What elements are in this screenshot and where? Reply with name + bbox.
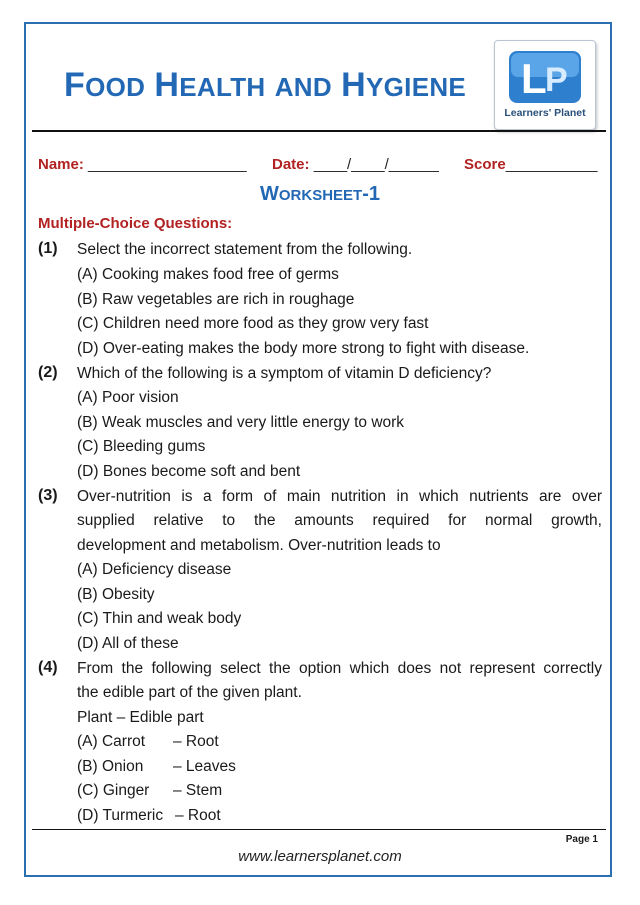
answer-option[interactable]: (B) Weak muscles and very little energy to work	[77, 414, 405, 431]
word: option	[298, 660, 342, 677]
answer-option[interactable]: (D) Bones become soft and bent	[77, 463, 301, 480]
answer-option[interactable]: (A) Poor vision	[77, 389, 179, 406]
page-number: Page 1	[565, 834, 598, 845]
word: growth,	[551, 512, 602, 529]
word: nutrients	[469, 488, 529, 505]
footer-divider	[32, 829, 606, 830]
website-link[interactable]: www.learnersplanet.com	[238, 848, 402, 865]
question-text-justified	[77, 660, 602, 678]
word: nutrition	[330, 488, 387, 505]
answer-option[interactable]: (C) Bleeding gums	[77, 438, 206, 455]
word: relative	[153, 512, 204, 529]
answer-option[interactable]: (D) Turmeric – Root	[77, 807, 221, 824]
word: to	[222, 512, 236, 529]
answer-option[interactable]: (D) Over-eating makes the body more strong to fight with disease.	[77, 340, 530, 357]
date-field[interactable]: Date: ____/____/______	[272, 156, 439, 173]
header-divider	[32, 130, 606, 132]
word: From	[77, 660, 114, 677]
answer-option[interactable]: (A) Cooking makes food free of germs	[77, 266, 339, 283]
answer-option[interactable]: (A) Deficiency disease	[77, 561, 232, 578]
word: does	[397, 660, 432, 677]
word: following	[151, 660, 212, 677]
answer-option[interactable]: (B) Onion – Leaves	[77, 758, 236, 775]
word: form	[222, 488, 254, 505]
word: amounts	[294, 512, 354, 529]
word: represent	[469, 660, 536, 677]
answer-option[interactable]: (B) Raw vegetables are rich in roughage	[77, 291, 355, 308]
word: the	[253, 512, 276, 529]
page-title: FOOD HEALTH AND HYGIENE	[64, 66, 467, 104]
worksheet-heading: WORKSHEET-1	[259, 183, 381, 205]
question-text-justified	[77, 512, 602, 530]
question-text: the edible part of the given plant.	[77, 684, 302, 701]
answer-option[interactable]: (D) All of these	[77, 635, 179, 652]
svg-text:P: P	[545, 61, 568, 99]
logo-text: Learners' Planet	[504, 107, 586, 119]
word: select	[220, 660, 261, 677]
question-number: (2)	[38, 364, 58, 381]
section-title: Multiple-Choice Questions:	[38, 215, 233, 232]
question-text: Select the incorrect statement from the following.	[77, 241, 413, 258]
word: which	[349, 660, 390, 677]
word: a	[202, 488, 212, 505]
question-text-justified	[77, 488, 602, 506]
lp-logo-icon	[507, 49, 583, 105]
answer-option[interactable]: (B) Obesity	[77, 586, 155, 603]
question-text: Which of the following is a symptom of vitamin D deficiency?	[77, 365, 492, 382]
word: which	[419, 488, 459, 505]
question-text: development and metabolism. Over-nutrition leads to	[77, 537, 441, 554]
word: in	[396, 488, 409, 505]
word: the	[121, 660, 144, 677]
word: correctly	[543, 660, 602, 677]
word: supplied	[77, 512, 135, 529]
word: normal	[485, 512, 533, 529]
word: for	[448, 512, 467, 529]
word: is	[181, 488, 193, 505]
word: not	[439, 660, 462, 677]
word: required	[372, 512, 430, 529]
answer-option[interactable]: (A) Carrot – Root	[77, 733, 219, 750]
learners-planet-logo	[494, 40, 596, 130]
word: the	[269, 660, 291, 677]
word: main	[286, 488, 321, 505]
question-number: (4)	[38, 659, 58, 676]
word: of	[263, 488, 277, 505]
question-number: (1)	[38, 240, 58, 257]
answer-option[interactable]: (C) Ginger – Stem	[77, 782, 223, 799]
name-field[interactable]: Name: ___________________	[38, 156, 247, 173]
question-number: (3)	[38, 487, 58, 504]
answer-option[interactable]: (C) Children need more food as they grow very fast	[77, 315, 429, 332]
svg-text:L: L	[521, 55, 547, 102]
word: are	[538, 488, 562, 505]
word: Over-nutrition	[77, 488, 171, 505]
score-field[interactable]: Score___________	[464, 156, 598, 173]
table-header: Plant – Edible part	[77, 709, 204, 726]
answer-option[interactable]: (C) Thin and weak body	[77, 610, 242, 627]
word: over	[571, 488, 602, 505]
